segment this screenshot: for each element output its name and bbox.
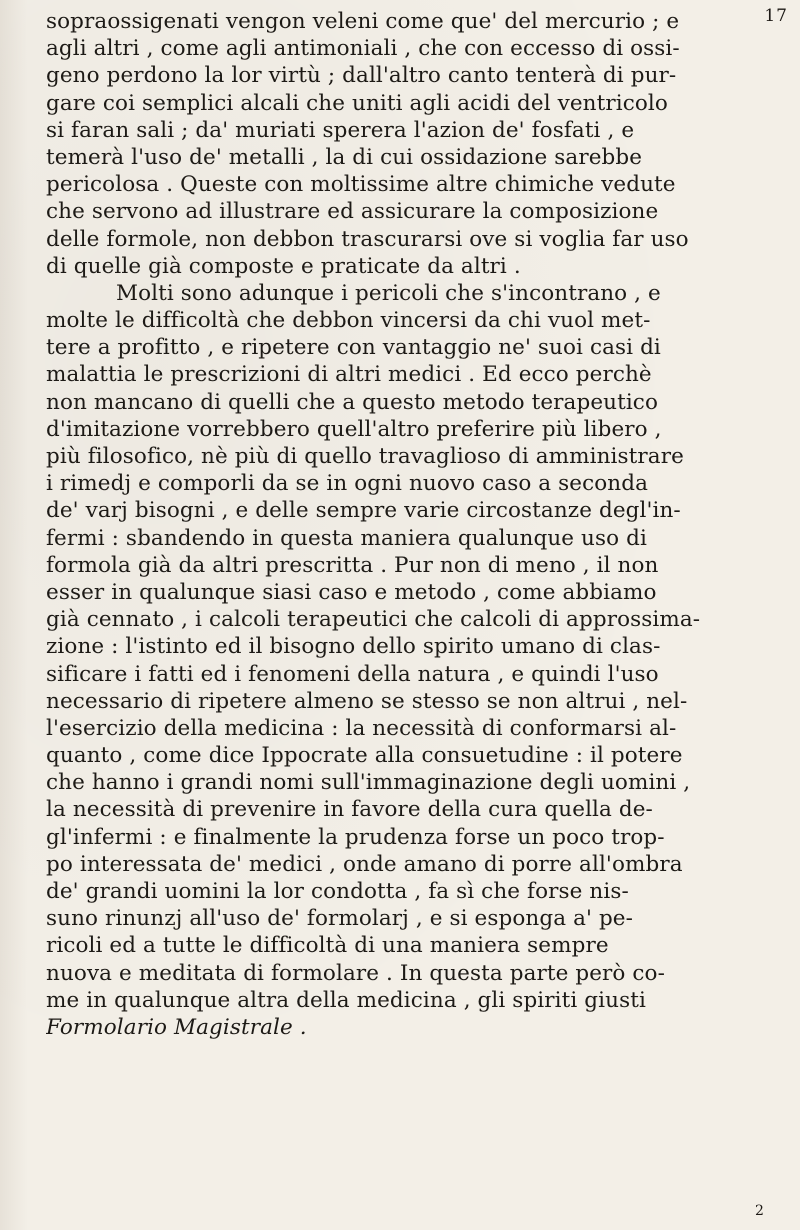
body-text [46,8,798,1041]
text-line: già cennato , i calcoli terapeutici che calcoli di approssima- [46,607,701,633]
text-line: necessario di ripetere almeno se stesso se non altrui , nel- [46,688,688,714]
running-footer-line [46,1014,798,1041]
text-line: quanto , come dice Ippocrate alla consuetudine : il potere [46,743,683,769]
text-line: che hanno i grandi nomi sull'immaginazione degli uomini , [46,770,691,796]
running-footer: Formolario Magistrale . [46,1014,307,1040]
text-line: di quelle già composte e praticate da altri . [46,253,521,279]
text-line: zione : l'istinto ed il bisogno dello spirito umano di clas- [46,634,661,660]
text-line: ricoli ed a tutte le difficoltà di una maniera sempre [46,933,609,959]
signature-mark: 2 [755,1203,764,1219]
text-line: malattia le prescrizioni di altri medici . Ed ecco perchè [46,362,652,388]
text-line: delle formole, non debbon trascurarsi ove si voglia far uso [46,226,689,252]
text-line: l'esercizio della medicina : la necessità di conformarsi al- [46,715,677,741]
text-line: esser in qualunque siasi caso e metodo , come abbiamo [46,579,657,605]
text-line: molte le difficoltà che debbon vincersi da chi vuol met- [46,308,651,334]
text-line: tere a profitto , e ripetere con vantaggio ne' suoi casi di [46,335,661,361]
text-line: sopraossigenati vengon veleni come que' del mercurio ; e [46,9,680,34]
text-line: nuova e meditata di formolare . In questa parte però co- [46,960,665,986]
text-line: po interessata de' medici , onde amano di porre all'ombra [46,851,683,877]
text-line: gare coi semplici alcali che uniti agli acidi del ventricolo [46,90,668,116]
text-line: che servono ad illustrare ed assicurare la composizione [46,199,659,225]
text-line: geno perdono la lor virtù ; dall'altro canto tenterà di pur- [46,63,677,89]
page-number: 17 [764,6,788,26]
text-line: temerà l'uso de' metalli , la di cui ossidazione sarebbe [46,144,643,170]
text-line: d'imitazione vorrebbero quell'altro preferire più libero , [46,416,662,442]
text-line: fermi : sbandendo in questa maniera qualunque uso di [46,525,647,551]
text-line: si faran sali ; da' muriati sperera l'azion de' fosfati , e [46,117,635,143]
text-line: i rimedj e comporli da se in ogni nuovo caso a seconda [46,471,649,497]
text-line: più filosofico, nè più di quello travaglioso di amministrare [46,444,684,469]
text-line: non mancano di quelli che a questo metodo terapeutico [46,389,658,415]
text-line: gl'infermi : e finalmente la prudenza forse un poco trop- [46,824,665,850]
text-line: de' varj bisogni , e delle sempre varie circostanze degl'in- [46,498,681,524]
text-line: suno rinunzj all'uso de' formolarj , e si esponga a' pe- [46,906,633,932]
text-line: la necessità di prevenire in favore della cura quella de- [46,797,653,823]
text-line: de' grandi uomini la lor condotta , fa sì che forse nis- [46,879,629,904]
text-line: formola già da altri prescritta . Pur non di meno , il non [46,552,659,578]
text-line: pericolosa . Queste con moltissime altre chimiche vedute [46,172,676,198]
text-line: Molti sono adunque i pericoli che s'incontrano , e [116,280,661,306]
text-line: sificare i fatti ed i fenomeni della natura , e quindi l'uso [46,661,659,687]
text-line: me in qualunque altra della medicina , gli spiriti giusti [46,987,646,1013]
text-line: agli altri , come agli antimoniali , che con eccesso di ossi- [46,36,680,62]
